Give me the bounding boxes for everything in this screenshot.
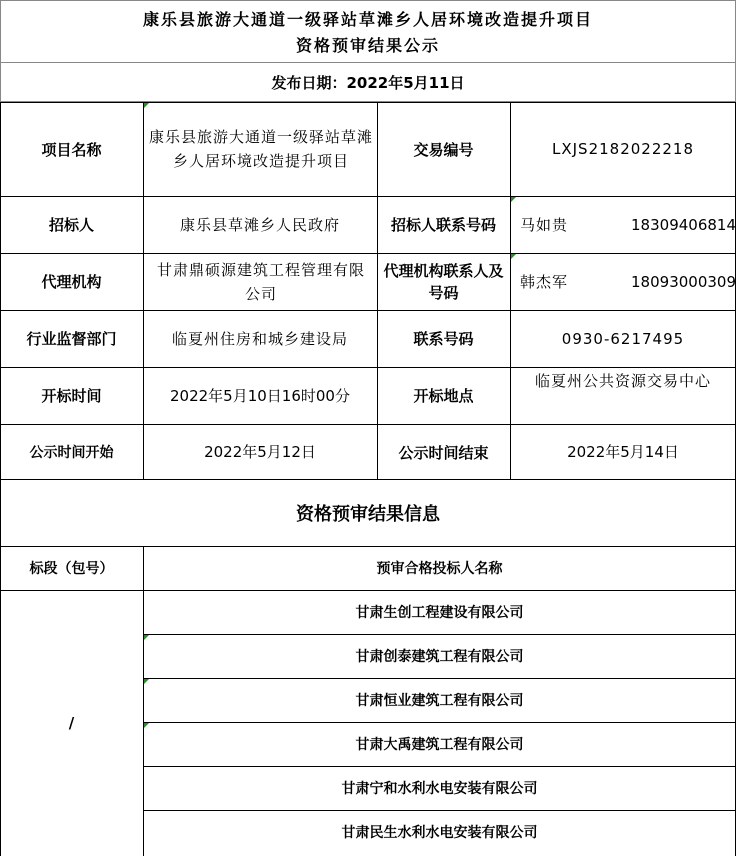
supervisor-label: 行业监督部门 [26, 330, 117, 348]
bidder-company: 甘肃民生水利水电安装有限公司 [341, 825, 538, 841]
col-lot-header: 标段（包号） [29, 561, 114, 577]
lot-value: / [68, 714, 75, 732]
contact-no-value: 0930-6217495 [561, 329, 685, 348]
document-title: 康乐县旅游大通道一级驿站草滩乡人居环境改造提升项目 [142, 9, 593, 29]
col-bidders-header: 预审合格投标人名称 [376, 561, 503, 577]
notice-end-label: 公示时间结束 [398, 443, 489, 462]
tenderer-label: 招标人 [48, 216, 94, 234]
agency-contact-label: 代理机构联系人及号码 [383, 261, 504, 302]
bidder-company: 甘肃创泰建筑工程有限公司 [355, 649, 524, 665]
notice-start-value: 2022年5月12日 [204, 443, 316, 461]
document-subtitle: 资格预审结果公示 [295, 35, 440, 55]
agency-value: 甘肃鼎硕源建筑工程管理有限公司 [156, 260, 365, 303]
result-section-title: 资格预审结果信息 [296, 504, 440, 525]
bidder-company: 甘肃宁和水利水电安装有限公司 [341, 781, 538, 797]
cell-marker [144, 103, 149, 108]
publish-date: 发布日期：2022年5月11日 [0, 62, 736, 102]
tenderer-contact-name: 马如贵 [520, 215, 569, 234]
notice-end-value: 2022年5月14日 [567, 443, 679, 461]
opening-time-value: 2022年5月10日16时00分 [170, 386, 350, 405]
cell-marker [144, 723, 149, 728]
project-name-value: 康乐县旅游大通道一级驿站草滩乡人居环境改造提升项目 [148, 128, 373, 170]
opening-place-label: 开标地点 [413, 387, 474, 405]
opening-place-value: 临夏州公共资源交易中心 [534, 372, 711, 390]
notice-start-label: 公示时间开始 [29, 445, 114, 461]
supervisor-value: 临夏州住房和城乡建设局 [171, 329, 348, 348]
bidder-company: 甘肃恒业建筑工程有限公司 [355, 693, 524, 709]
bidder-company: 甘肃生创工程建设有限公司 [355, 605, 524, 621]
tenderer-value: 康乐县草滩乡人民政府 [179, 215, 340, 234]
agency-label: 代理机构 [41, 273, 102, 291]
bidder-company: 甘肃大禹建筑工程有限公司 [355, 737, 524, 753]
project-name-label: 项目名称 [41, 140, 102, 159]
tenderer-contact-phone: 18309406814 [631, 215, 736, 234]
agency-contact-phone: 18093000309 [631, 272, 736, 291]
trade-no-label: 交易编号 [413, 140, 474, 159]
opening-time-label: 开标时间 [41, 387, 102, 405]
cell-marker [144, 679, 149, 684]
contact-no-label: 联系号码 [413, 330, 474, 348]
cell-marker [144, 635, 149, 640]
trade-no-value: LXJS2182022218 [551, 140, 694, 158]
agency-contact-name: 韩杰军 [520, 272, 569, 291]
tenderer-contact-label: 招标人联系号码 [390, 216, 496, 234]
cell-marker [511, 197, 516, 202]
cell-marker [511, 254, 516, 259]
